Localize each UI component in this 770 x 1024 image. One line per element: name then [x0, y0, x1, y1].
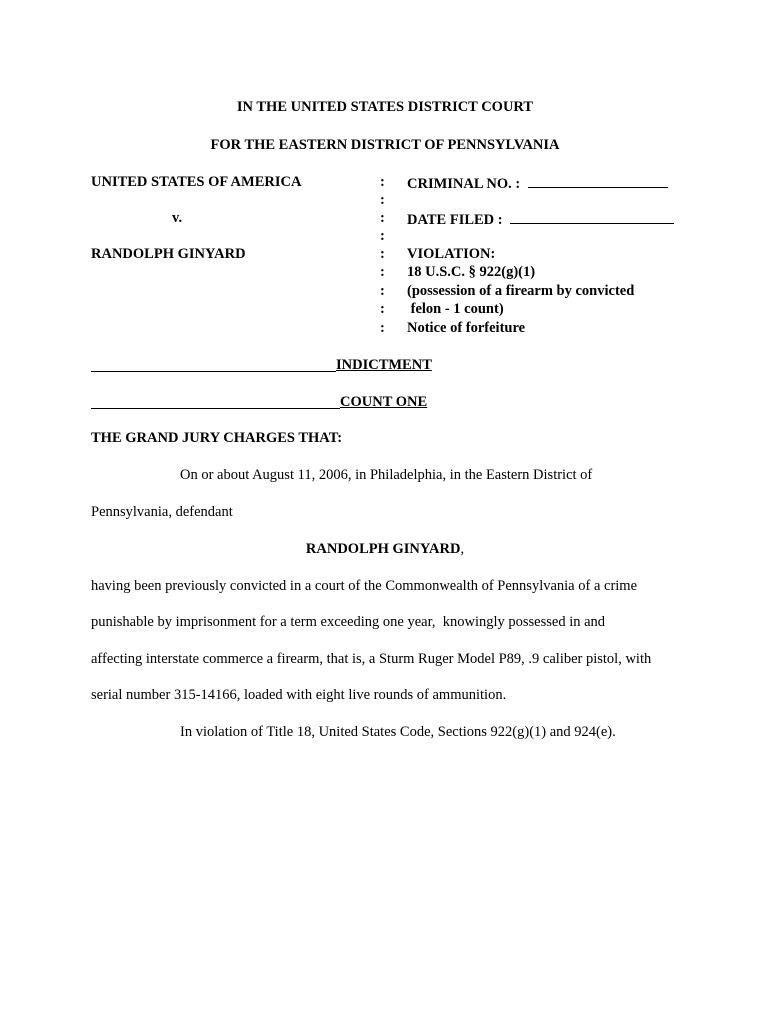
violation-statute: 18 U.S.C. § 922(g)(1) — [407, 264, 536, 280]
caption-colon: : — [380, 246, 385, 262]
court-title: IN THE UNITED STATES DISTRICT COURT — [236, 99, 534, 115]
violation-label: VIOLATION: — [407, 246, 496, 262]
criminal-number-blank — [528, 173, 668, 188]
date-filed-field — [407, 209, 674, 229]
paragraph-2-line-3: affecting interstate commerce a firearm, that is, a Sturm Ruger Model P89, .9 caliber pistol, with — [91, 651, 652, 667]
paragraph-1-line-1: On or about August 11, 2006, in Philadelphia, in the Eastern District of — [180, 467, 593, 483]
charges-intro: THE GRAND JURY CHARGES THAT: — [91, 430, 343, 446]
paragraph-2-line-2: punishable by imprisonment for a term exceeding one year, knowingly possessed in and — [91, 614, 606, 630]
caption-colon: : — [380, 301, 385, 317]
date-filed-label: DATE FILED : — [407, 212, 503, 228]
violation-statement: In violation of Title 18, United States Code, Sections 922(g)(1) and 924(e). — [180, 724, 616, 740]
indictment-rule — [91, 371, 336, 372]
caption-colon: : — [380, 283, 385, 299]
violation-description: (possession of a firearm by convicted — [407, 283, 635, 299]
versus-label: v. — [172, 210, 183, 226]
caption-colon: : — [380, 174, 385, 190]
defendant-name-line — [0, 540, 770, 558]
caption-colon: : — [380, 264, 385, 280]
plaintiff-name: UNITED STATES OF AMERICA — [91, 174, 302, 190]
caption-colon: : — [380, 320, 385, 336]
caption-colon: : — [380, 192, 385, 208]
forfeiture-notice: Notice of forfeiture — [407, 320, 526, 336]
indictment-heading: INDICTMENT — [336, 357, 432, 373]
caption-colon: : — [380, 210, 385, 226]
count-one-heading: COUNT ONE — [340, 394, 428, 410]
defendant-comma: , — [460, 541, 465, 557]
criminal-number-label: CRIMINAL NO. : — [407, 176, 521, 192]
paragraph-2-line-4: serial number 315-14166, loaded with eight live rounds of ammunition. — [91, 687, 507, 703]
count-one-rule — [91, 408, 340, 409]
paragraph-1-line-2: Pennsylvania, defendant — [91, 504, 233, 520]
date-filed-blank — [510, 209, 674, 224]
violation-description-cont: felon - 1 count) — [407, 301, 504, 317]
defendant-name: RANDOLPH GINYARD — [91, 246, 246, 262]
paragraph-2-line-1: having been previously convicted in a court of the Commonwealth of Pennsylvania of a crime — [91, 578, 638, 594]
defendant-name-body: RANDOLPH GINYARD — [305, 541, 461, 557]
caption-colon: : — [380, 228, 385, 244]
criminal-number-field — [407, 173, 668, 193]
court-district: FOR THE EASTERN DISTRICT OF PENNSYLVANIA — [210, 137, 560, 153]
